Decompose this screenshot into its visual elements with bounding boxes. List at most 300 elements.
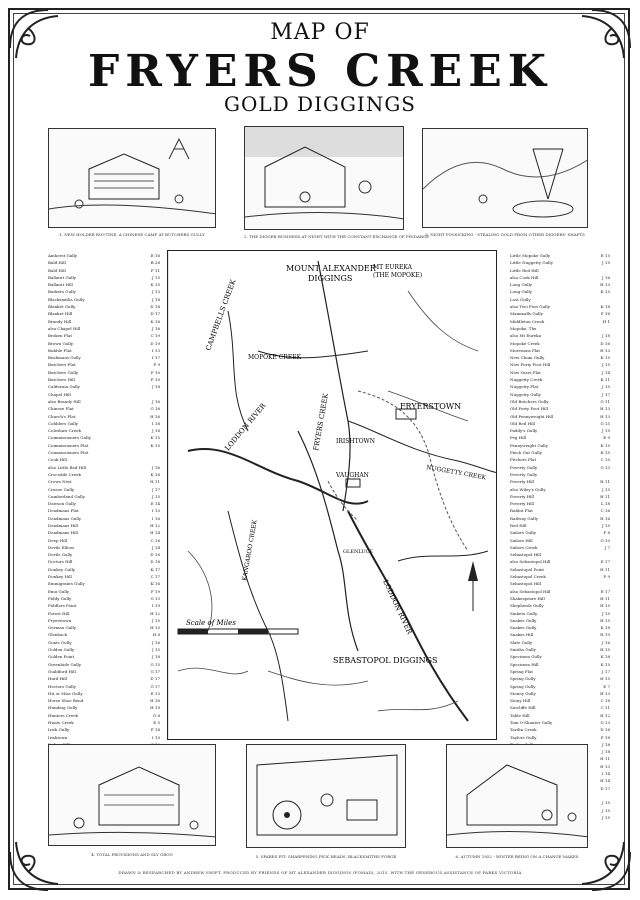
gazetteer-place-name: Dawson Gully [48,501,76,507]
gazetteer-place-name: Sutcliffe Hill [510,705,536,711]
gazetteer-place-name: Hard Hill [48,676,67,682]
gazetteer-entry [510,318,610,325]
gazetteer-grid-ref: E 14 [150,501,160,507]
gazetteer-entry [48,340,160,347]
gazetteer-place-name: Snakes Hill [510,632,534,638]
gazetteer-place-name: Little Red Hill [510,267,539,273]
gazetteer-grid-ref: G 8 [152,712,160,718]
gazetteer-grid-ref: F 16 [600,311,610,317]
gazetteer-entry [510,427,610,434]
gazetteer-place-name: Ballarat Hill [48,282,73,288]
gazetteer-place-name: Golden Point [48,654,75,660]
gazetteer-entry [48,296,160,303]
gazetteer-place-name: Commissioners Flat [48,450,89,456]
gazetteer-place-name: Commissioners Flat [48,442,89,448]
gazetteer-grid-ref: I 14 [602,771,610,777]
caption-vignette-1: 1. NEW HOLDER ROUTINE, A CHINESE CAMP AT BUTCHERS GULLY [59,232,205,237]
gazetteer-place-name: Poverty Hill [510,479,534,485]
gazetteer-entry [48,486,160,493]
gazetteer-entry [510,726,610,733]
gazetteer-place-name: Old Forty Foot Hill [510,406,548,412]
gazetteer-place-name: Mopoke Creek [510,340,540,346]
gazetteer-place-name: Shakespeare Hill [510,595,545,601]
gazetteer-place-name: Emu Gully [48,588,70,594]
gazetteer-place-name: Broken Flat [48,333,72,339]
gazetteer-place-name: also Mt Eureka [510,333,541,339]
gazetteer-place-name: Poverty Gully [510,471,538,477]
gazetteer-place-name: Spring Flat [510,668,533,674]
gazetteer-entry [510,361,610,368]
gazetteer-entry [48,274,160,281]
gazetteer-grid-ref: D 17 [150,676,160,682]
gazetteer-place-name: Brandy Hill [48,318,72,324]
gazetteer-entry [48,639,160,646]
page-title: FRYERS CREEK [88,46,552,97]
engraving-blacksmith [247,745,406,848]
gazetteer-entry [48,347,160,354]
gazetteer-grid-ref: F 8 [603,530,610,536]
gazetteer-grid-ref: F 10 [150,369,160,375]
gazetteer-place-name: Hectors Gully [48,683,76,689]
gazetteer-grid-ref: J 18 [152,296,160,302]
gazetteer-grid-ref: H 15 [600,676,610,682]
gazetteer-grid-ref: H 11 [150,479,160,485]
caption-vignette-6: 6. AUTUMN 1852 - WINTER BEING ON A CHANGE MAKES [455,854,579,859]
gazetteer-place-name: Deep Hill [48,537,68,543]
gazetteer-grid-ref: I 18 [152,420,160,426]
gazetteer-entry [48,325,160,332]
gazetteer-grid-ref: G 13 [150,595,160,601]
gazetteer-place-name: Irishtown [48,734,68,740]
gazetteer-grid-ref: G 16 [150,406,160,412]
gazetteer-grid-ref: J 15 [602,486,610,492]
gazetteer-entry [48,449,160,456]
gazetteer-place-name: Guildford Hill [48,668,76,674]
gazetteer-place-name: Barkers Gully [48,289,76,295]
gazetteer-right [510,252,610,821]
gazetteer-place-name: Taylors Gully [510,734,537,740]
gazetteer-entry [510,376,610,383]
gazetteer-place-name: Tarilta Creek [510,727,537,733]
gazetteer-grid-ref: J 15 [152,617,160,623]
gazetteer-place-name: Golden Gully [48,647,75,653]
gazetteer-entry [510,522,610,529]
gazetteer-entry [48,588,160,595]
gazetteer-place-name: also Cook Hill [510,274,539,280]
gazetteer-grid-ref: I 10 [152,734,160,740]
gazetteer-grid-ref: H 12 [600,712,610,718]
gazetteer-grid-ref: E 13 [150,690,160,696]
gazetteer-grid-ref: H 11 [600,756,610,762]
gazetteer-grid-ref: I 16 [152,515,160,521]
gazetteer-entry [48,391,160,398]
gazetteer-grid-ref: J 18 [152,384,160,390]
gazetteer-grid-ref: E 17 [600,559,610,565]
gazetteer-entry [510,537,610,544]
gazetteer-place-name: Crocodile Creek [48,471,81,477]
vignette-autumn [446,744,588,848]
gazetteer-entry [48,369,160,376]
gazetteer-grid-ref: J 18 [152,654,160,660]
gazetteer-entry [510,413,610,420]
map-label-mount-alexander: MOUNT ALEXANDER [286,264,376,273]
gazetteer-entry [48,405,160,412]
gazetteer-place-name: Pitchers Flat [510,457,537,463]
gazetteer-place-name: also Brandy Hill [48,398,81,404]
gazetteer-grid-ref: G 13 [600,464,610,470]
gazetteer-entry [48,281,160,288]
gazetteer-entry [510,332,610,339]
gazetteer-place-name: Snakes Gully [510,625,537,631]
gazetteer-entry [48,580,160,587]
map-label-sebastopol-diggings: SEBASTOPOL DIGGINGS [333,656,438,665]
gazetteer-entry [510,610,610,617]
gazetteer-place-name: Bald Hill [48,260,66,266]
gazetteer-place-name: Morrisons Flat [510,347,541,353]
gazetteer-entry [48,726,160,733]
gazetteer-place-name: Table Hill [510,712,530,718]
gazetteer-place-name: Little Mopoke Gully [510,253,551,258]
gazetteer-entry [510,420,610,427]
gazetteer-place-name: Spring Gully [510,683,536,689]
map-label-fryerstown: FRYERSTOWN [400,402,462,411]
gazetteer-entry [510,252,610,259]
gazetteer-entry [510,558,610,565]
gazetteer-entry [510,544,610,551]
gazetteer-entry [510,588,610,595]
gazetteer-grid-ref: J 18 [602,333,610,339]
gazetteer-grid-ref: C 17 [150,574,160,580]
gazetteer-entry [510,383,610,390]
gazetteer-place-name: Brown Gully [48,340,74,346]
gazetteer-grid-ref: K 18 [600,654,610,660]
gazetteer-place-name: New Years Flat [510,369,541,375]
gazetteer-place-name: Butchers Hill [48,377,75,383]
gazetteer-entry [48,354,160,361]
gazetteer-place-name: Fiddy Gully [48,595,72,601]
gazetteer-entry [510,369,610,376]
gazetteer-entry [510,507,610,514]
gazetteer-entry [48,456,160,463]
vignette-night-business [244,126,404,230]
gazetteer-entry [48,566,160,573]
north-arrow-icon [468,561,478,581]
gazetteer-grid-ref: H 15 [600,617,610,623]
gazetteer-place-name: Deadmans Flat [48,508,79,514]
gazetteer-place-name: Fiddlers Point [48,603,77,609]
gazetteer-grid-ref: C 15 [600,457,610,463]
gazetteer-place-name: Hunts Creek [48,720,74,725]
gazetteer-grid-ref: H 11 [600,566,610,572]
gazetteer-grid-ref: K 16 [150,471,160,477]
gazetteer-place-name: Sebastopol Hill [510,581,541,587]
gazetteer-entry [510,602,610,609]
footer-credit: DRAWN & RESEARCHED BY ANDREW SWIFT. PRODUCED BY FRIENDS OF MT ALEXANDER DIGGINGS (FOMAD), 2015. WITH THE GENEROUS ASSISTANCE OF PARKS VICTORIA [118,870,522,875]
gazetteer-grid-ref: J 15 [602,800,610,806]
gazetteer-place-name: also Two Foot Gully [510,304,550,310]
gazetteer-grid-ref: J 15 [602,260,610,266]
gazetteer-grid-ref: H 13 [600,690,610,696]
gazetteer-place-name: Sinkers Gully [510,610,538,616]
gazetteer-place-name: Bubble Flat [48,347,72,353]
map-label-diggings: DIGGINGS [308,274,353,283]
gazetteer-place-name: Specimen Hill [510,661,539,667]
gazetteer-entry [48,413,160,420]
gazetteer-grid-ref: K 15 [150,282,160,288]
gazetteer-entry [510,347,610,354]
vignette-chinese-camp [48,128,216,228]
gazetteer-entry [510,690,610,697]
gazetteer-place-name: Crows Nest [48,479,72,485]
gazetteer-place-name: Ballarat Gully [48,274,77,280]
gazetteer-place-name: Commissioners Gully [48,435,91,441]
gazetteer-place-name: Fryerstown [48,617,72,623]
gazetteer-entry [510,668,610,675]
engraving-total-provisions [49,745,216,846]
gazetteer-grid-ref: J 15 [602,428,610,434]
gazetteer-place-name: Pinch Gut Gully [510,450,542,456]
gazetteer-entry [48,383,160,390]
gazetteer-entry [510,683,610,690]
gazetteer-place-name: Devils Gully [48,552,73,558]
gazetteer-grid-ref: K 18 [600,304,610,310]
gazetteer-entry [48,719,160,726]
gazetteer-entry [48,610,160,617]
gazetteer-place-name: New Chum Gully [510,355,545,361]
gazetteer-place-name: Glenback [48,632,68,638]
gazetteer-grid-ref: C 18 [600,698,610,704]
gazetteer-entry [510,697,610,704]
gazetteer-place-name: Tam O'Shanter Gully [510,720,553,725]
gazetteer-entry [48,529,160,536]
gazetteer-entry [48,712,160,719]
gazetteer-place-name: Forest Hill [48,610,70,616]
gazetteer-grid-ref: E 5 [153,720,160,725]
gazetteer-grid-ref: K 15 [600,289,610,295]
gazetteer-place-name: Deadmans Gully [48,515,82,521]
vignette-total-provisions [48,744,216,846]
gazetteer-grid-ref: J 17 [602,391,610,397]
gazetteer-place-name: German Gully [48,625,77,631]
gazetteer-place-name: Goats Gully [48,639,72,645]
gazetteer-grid-ref: G 15 [600,420,610,426]
gazetteer-entry [510,267,610,274]
gazetteer-grid-ref: G 15 [150,661,160,667]
gazetteer-grid-ref: I 17 [152,355,160,361]
gazetteer-place-name: Shepherds Gully [510,603,544,609]
gazetteer-entry [48,704,160,711]
gazetteer-entry [48,675,160,682]
gazetteer-place-name: also Sebastopol Hill [510,559,551,565]
gazetteer-grid-ref: H 15 [600,603,610,609]
gazetteer-grid-ref: H 13 [600,347,610,353]
gazetteer-place-name: Sebastopol Hill [510,552,541,558]
gazetteer-place-name: Mopoke, The [510,325,537,331]
gazetteer-grid-ref: J 18 [602,741,610,747]
map-label-loddon-river-west: LODDON RIVER [223,401,268,453]
gazetteer-entry [510,434,610,441]
gazetteer-entry [48,507,160,514]
gazetteer-place-name: Chapel Hill [48,391,71,397]
gazetteer-entry [510,675,610,682]
caption-vignette-2: 2. THE DIGGER BUSINESS AT NIGHT WITH THE CONSTANT EXCHANGE OF PINDARGE [244,234,430,239]
gazetteer-grid-ref: D 19 [150,340,160,346]
gazetteer-grid-ref: H 14 [600,778,610,784]
gazetteer-grid-ref: G 10 [600,537,610,543]
gazetteer-grid-ref: D 18 [150,559,160,565]
gazetteer-place-name: Paddy's Gully [510,428,538,434]
gazetteer-place-name: Specimen Gully [510,654,542,660]
gazetteer-grid-ref: F 18 [600,734,610,740]
gazetteer-place-name: Emmigrants Gully [48,581,85,587]
gazetteer-grid-ref: J 17 [152,486,160,492]
gazetteer-entry [48,653,160,660]
gazetteer-entry [48,478,160,485]
gazetteer-grid-ref: H 15 [150,625,160,631]
gazetteer-entry [48,690,160,697]
gazetteer-grid-ref: K 18 [600,625,610,631]
gazetteer-grid-ref: G 17 [150,668,160,674]
gazetteer-place-name: Horse Shoe Bend [48,698,84,704]
gazetteer-place-name: Crusoe Gully [48,486,75,492]
gazetteer-grid-ref: J 17 [602,668,610,674]
gazetteer-place-name: Red Hill [510,522,527,528]
scale-label: Scale of Miles [186,619,236,627]
gazetteer-place-name: Long Gully [510,289,533,295]
vignette-night-fossicking [422,128,588,228]
gazetteer-entry [48,646,160,653]
gazetteer-entry [510,631,610,638]
gazetteer-grid-ref: H 12 [150,522,160,528]
gazetteer-entry [48,602,160,609]
gazetteer-place-name: Old Butchers Gully [510,398,549,404]
gazetteer-grid-ref: C 16 [150,537,160,543]
gazetteer-grid-ref: H 14 [150,530,160,536]
gazetteer-grid-ref: D 16 [150,552,160,558]
gazetteer-entry [510,712,610,719]
gazetteer-entry [510,580,610,587]
gazetteer-grid-ref: B 28 [150,260,160,266]
gazetteer-entry [48,573,160,580]
gazetteer-place-name: Mammalls Gully [510,311,543,317]
gazetteer-entry [48,427,160,434]
gazetteer-grid-ref: H 16 [150,698,160,704]
gazetteer-entry [510,617,610,624]
gazetteer-entry [48,493,160,500]
gazetteer-grid-ref: J 15 [152,647,160,653]
gazetteer-grid-ref: E 17 [600,588,610,594]
gazetteer-grid-ref: I 19 [152,603,160,609]
gazetteer-entry [48,537,160,544]
gazetteer-grid-ref: J 14 [152,544,160,550]
gazetteer-place-name: also Chapel Hill [48,325,81,331]
gazetteer-place-name: Amherst Gully [48,253,78,258]
gazetteer-grid-ref: F 19 [150,588,160,594]
gazetteer-grid-ref: F 18 [150,727,160,733]
gazetteer-grid-ref: H 16 [150,413,160,419]
gazetteer-entry [48,624,160,631]
gazetteer-place-name: Deadmans Hill [48,522,78,528]
gazetteer-grid-ref: H 13 [600,406,610,412]
gazetteer-entry [48,267,160,274]
gazetteer-place-name: Sailors Hill [510,537,533,543]
gazetteer-entry [510,354,610,361]
gazetteer-grid-ref: G 13 [600,720,610,725]
gazetteer-entry [48,595,160,602]
gazetteer-entry [48,471,160,478]
gazetteer-entry [48,376,160,383]
gazetteer-place-name: Sebastopol Point [510,566,545,572]
gazetteer-grid-ref: F 11 [150,267,160,273]
gazetteer-place-name: Bald Hill [48,267,66,273]
map-label-loddon-river-south: LODDON RIVER [381,578,414,636]
gazetteer-grid-ref: J 7 [604,544,610,550]
gazetteer-place-name: Poverty Hill [510,501,534,507]
map-label-vaughan: VAUGHAN [336,472,369,479]
gazetteer-entry [48,522,160,529]
gazetteer-entry [48,668,160,675]
gazetteer-grid-ref: C 11 [600,705,610,711]
gazetteer-place-name: Old Red Hill [510,420,535,426]
gazetteer-grid-ref: C 19 [150,333,160,339]
gazetteer-grid-ref: J 15 [602,362,610,368]
gazetteer-grid-ref: J 15 [152,493,160,499]
gazetteer-entry [510,391,610,398]
gazetteer-entry [510,624,610,631]
page-subtitle: GOLD DIGGINGS [223,92,416,116]
gazetteer-place-name: Little Nuggetty Gully [510,260,553,266]
gazetteer-grid-ref: K 15 [150,442,160,448]
gazetteer-entry [510,500,610,507]
gazetteer-entry [510,595,610,602]
gazetteer-entry [48,500,160,507]
gazetteer-entry [510,340,610,347]
gazetteer-entry [510,734,610,741]
gazetteer-entry [510,296,610,303]
gazetteer-place-name: Blanket Hill [48,311,73,317]
gazetteer-entry [48,398,160,405]
gazetteer-grid-ref: H 13 [600,413,610,419]
gazetteer-grid-ref: J 16 [152,464,160,470]
gazetteer-entry [510,398,610,405]
gazetteer-place-name: Slate Gully [510,639,533,645]
gazetteer-entry [510,274,610,281]
gazetteer-grid-ref: F 9 [153,362,160,368]
gazetteer-place-name: Cook Hill [48,457,67,463]
gazetteer-place-name: Bushmans Gully [48,355,81,361]
gazetteer-entry [510,653,610,660]
gazetteer-entry [48,288,160,295]
gazetteer-grid-ref: J 15 [602,384,610,390]
gazetteer-place-name: also Wiley's Gully [510,486,546,492]
gazetteer-entry [48,734,160,741]
engraving-night-business [245,127,404,230]
gazetteer-entry [510,719,610,726]
gazetteer-place-name: Donkey Gully [48,566,76,572]
gazetteer-entry [48,683,160,690]
gazetteer-entry [48,631,160,638]
gazetteer-entry [510,310,610,317]
gazetteer-entry [48,551,160,558]
gazetteer-place-name: Irish Gully [48,727,70,733]
gazetteer-grid-ref: H 16 [600,515,610,521]
gazetteer-grid-ref: H 15 [600,647,610,653]
gazetteer-place-name: Sailors Gully [510,530,536,536]
gazetteer-place-name: Chinese Flat [48,406,74,412]
gazetteer-grid-ref: G 17 [150,683,160,689]
gazetteer-place-name: also Sebastopol Hill [510,588,551,594]
gazetteer-grid-ref: H 11 [600,479,610,485]
